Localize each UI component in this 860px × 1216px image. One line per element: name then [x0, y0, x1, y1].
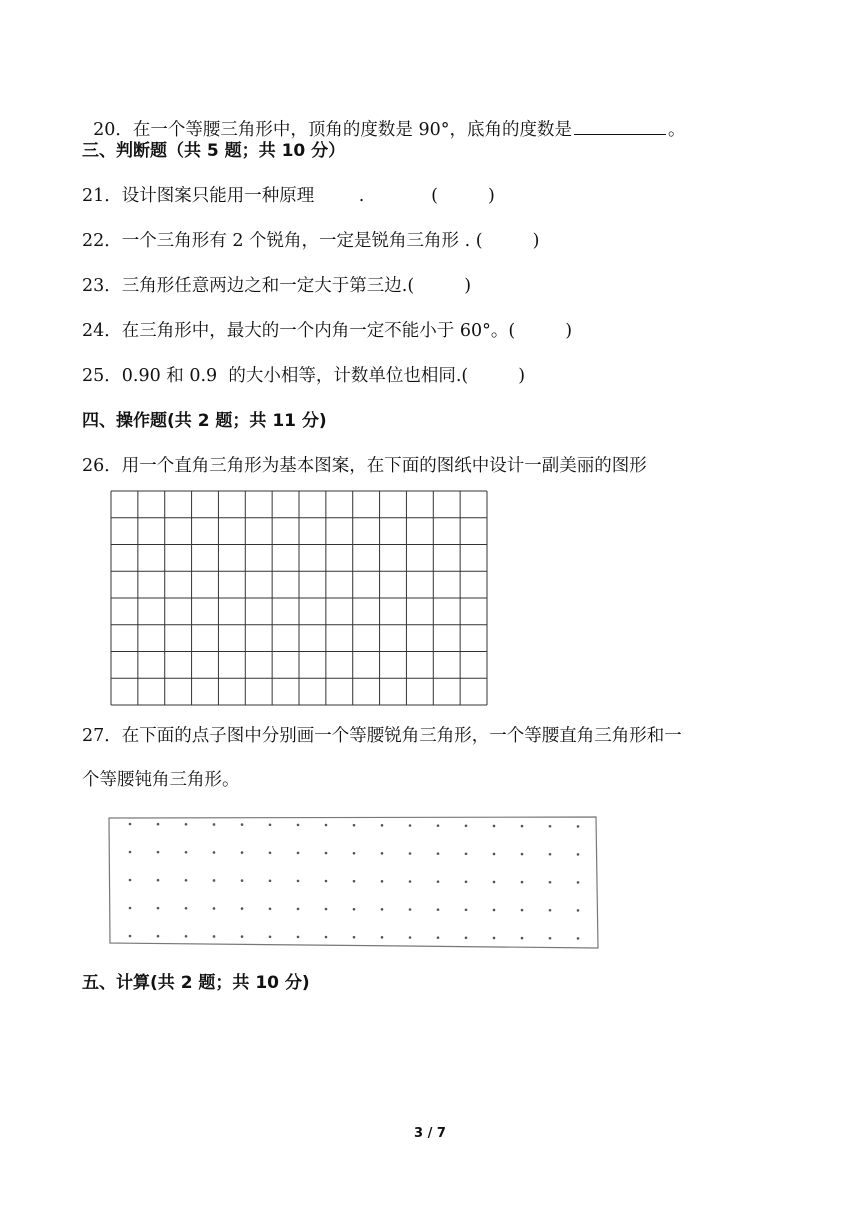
grid-dot — [549, 881, 552, 884]
grid-dot — [465, 937, 468, 940]
question-21: 21．设计图案只能用一种原理 . ( ) — [82, 186, 495, 206]
grid-dot — [185, 823, 188, 826]
grid-dot — [241, 879, 244, 882]
grid-dot — [241, 851, 244, 854]
grid-dot — [353, 936, 356, 939]
grid-dot — [493, 881, 496, 884]
grid-dot — [241, 823, 244, 826]
grid-dot — [549, 853, 552, 856]
dot-grid-paper[interactable] — [108, 815, 600, 951]
grid-dot — [269, 851, 272, 854]
section-3-heading: 三、判断题（共 5 题；共 10 分） — [82, 141, 346, 161]
grid-dot — [577, 825, 580, 828]
grid-dot — [493, 909, 496, 912]
grid-dot — [325, 936, 328, 939]
grid-dot — [353, 852, 356, 855]
dot-grid-frame — [109, 817, 598, 948]
square-grid-paper[interactable] — [110, 490, 490, 708]
grid-dot — [241, 907, 244, 910]
grid-dot — [157, 935, 160, 938]
grid-dot — [269, 907, 272, 910]
grid-dot — [437, 880, 440, 883]
grid-dot — [213, 823, 216, 826]
grid-dot — [493, 937, 496, 940]
grid-dot — [185, 851, 188, 854]
section-4-heading: 四、操作题(共 2 题；共 11 分) — [82, 411, 327, 431]
grid-dot — [297, 824, 300, 827]
grid-dot — [325, 880, 328, 883]
grid-dot — [577, 909, 580, 912]
grid-dot — [521, 825, 524, 828]
grid-dot — [465, 825, 468, 828]
grid-dot — [549, 825, 552, 828]
question-20 — [82, 92, 686, 142]
grid-dot — [465, 909, 468, 912]
grid-dot — [437, 824, 440, 827]
grid-dot — [269, 935, 272, 938]
question-26: 26．用一个直角三角形为基本图案，在下面的图纸中设计一副美丽的图形 — [82, 456, 647, 476]
grid-dot — [297, 880, 300, 883]
grid-dot — [381, 824, 384, 827]
grid-dot — [381, 852, 384, 855]
grid-dot — [409, 936, 412, 939]
question-22: 22．一个三角形有 2 个锐角，一定是锐角三角形 . ( ) — [82, 231, 540, 251]
question-20-text: 20．在一个等腰三角形中，顶角的度数是 90°，底角的度数是 — [93, 120, 572, 140]
page-number: 3 / 7 — [414, 1126, 446, 1141]
grid-dot — [549, 909, 552, 912]
grid-dot — [465, 881, 468, 884]
question-25: 25．0.90 和 0.9 的大小相等，计数单位也相同.( ) — [82, 366, 526, 386]
grid-dot — [325, 908, 328, 911]
grid-dot — [549, 937, 552, 940]
question-27-line-2: 个等腰钝角三角形。 — [82, 770, 240, 790]
section-5-heading: 五、计算(共 2 题；共 10 分) — [82, 973, 310, 993]
grid-dot — [493, 853, 496, 856]
grid-dot — [129, 851, 132, 854]
grid-dot — [297, 908, 300, 911]
grid-dot — [353, 908, 356, 911]
grid-dot — [381, 908, 384, 911]
grid-dot — [129, 907, 132, 910]
grid-dot — [129, 823, 132, 826]
grid-dot — [409, 880, 412, 883]
grid-dot — [521, 909, 524, 912]
grid-dot — [437, 908, 440, 911]
grid-dot — [353, 824, 356, 827]
grid-dot — [157, 879, 160, 882]
question-23: 23．三角形任意两边之和一定大于第三边.( ) — [82, 276, 472, 296]
grid-dot — [297, 936, 300, 939]
grid-dot — [409, 908, 412, 911]
grid-dot — [213, 935, 216, 938]
grid-dot — [409, 824, 412, 827]
grid-dot — [185, 935, 188, 938]
question-20-end: 。 — [668, 120, 686, 140]
grid-dot — [577, 881, 580, 884]
grid-dot — [157, 851, 160, 854]
grid-dot — [213, 907, 216, 910]
grid-dot — [157, 907, 160, 910]
grid-dot — [213, 879, 216, 882]
grid-dot — [269, 823, 272, 826]
grid-dot — [185, 879, 188, 882]
grid-dot — [381, 936, 384, 939]
grid-dot — [521, 937, 524, 940]
grid-dot — [521, 881, 524, 884]
grid-dot — [577, 937, 580, 940]
grid-dot — [409, 852, 412, 855]
grid-dot — [297, 852, 300, 855]
grid-dot — [241, 935, 244, 938]
grid-dot — [325, 852, 328, 855]
grid-dot — [437, 852, 440, 855]
grid-dot — [577, 853, 580, 856]
answer-blank[interactable] — [574, 116, 666, 135]
grid-dot — [129, 879, 132, 882]
grid-dot — [213, 851, 216, 854]
grid-dot — [157, 823, 160, 826]
grid-dot — [185, 907, 188, 910]
grid-dot — [353, 880, 356, 883]
grid-dot — [493, 825, 496, 828]
grid-dot — [269, 879, 272, 882]
grid-dot — [129, 935, 132, 938]
grid-dot — [381, 880, 384, 883]
grid-dot — [465, 853, 468, 856]
grid-dot — [325, 824, 328, 827]
question-27-line-1: 27．在下面的点子图中分别画一个等腰锐角三角形，一个等腰直角三角形和一 — [82, 726, 682, 746]
grid-dot — [521, 853, 524, 856]
question-24: 24．在三角形中，最大的一个内角一定不能小于 60°。( ) — [82, 321, 573, 341]
grid-dot — [437, 936, 440, 939]
